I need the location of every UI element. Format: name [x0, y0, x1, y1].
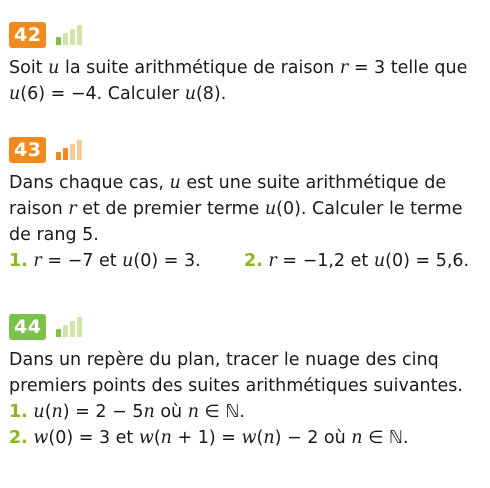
exercise-statement-line: Dans chaque cas, u est une suite arithmétique de [9, 173, 447, 193]
difficulty-bar [63, 148, 68, 160]
exercise-number-badge: 42 [9, 22, 46, 48]
exercise-42 [9, 22, 484, 107]
difficulty-indicator [56, 317, 82, 337]
exercise-statement-line: raison r et de premier terme u(0). Calculer le terme [9, 199, 463, 219]
exercise-statement-line: u(6) = −4. Calculer u(8). [9, 84, 227, 104]
exercise-statement-line: Dans un repère du plan, tracer le nuage des cinq [9, 350, 439, 370]
exercise-header [9, 314, 484, 340]
exercise-header [9, 22, 484, 48]
difficulty-indicator [56, 25, 82, 45]
exercise-43 [9, 137, 484, 274]
item-2: 2. w(0) = 3 et w(n + 1) = w(n) − 2 où n ∈ ℕ. [9, 428, 409, 448]
difficulty-bar [63, 33, 68, 45]
difficulty-bar [77, 25, 82, 45]
item-2: 2. r = −1,2 et u(0) = 5,6. [244, 251, 470, 271]
exercise-statement-line: Soit u la suite arithmétique de raison r = 3 telle que [9, 58, 468, 78]
item-1: 1. r = −7 et u(0) = 3. [9, 251, 201, 271]
item-1: 1. u(n) = 2 − 5n où n ∈ ℕ. [9, 402, 245, 422]
exercise-statement-line: de rang 5. [9, 225, 99, 245]
exercise-items [9, 248, 484, 274]
exercise-number-badge: 44 [9, 314, 46, 340]
exercise-44 [9, 314, 484, 451]
difficulty-bar [70, 321, 75, 337]
difficulty-bar [77, 317, 82, 337]
exercise-statement-line: premiers points des suites arithmétiques suivantes. [9, 376, 463, 396]
exercise-header [9, 137, 484, 163]
difficulty-bar [56, 152, 61, 160]
difficulty-bar [70, 144, 75, 160]
exercise-number-badge: 43 [9, 137, 46, 163]
difficulty-indicator [56, 140, 82, 160]
difficulty-bar [56, 37, 61, 45]
difficulty-bar [77, 140, 82, 160]
difficulty-bar [70, 29, 75, 45]
difficulty-bar [63, 325, 68, 337]
difficulty-bar [56, 329, 61, 337]
